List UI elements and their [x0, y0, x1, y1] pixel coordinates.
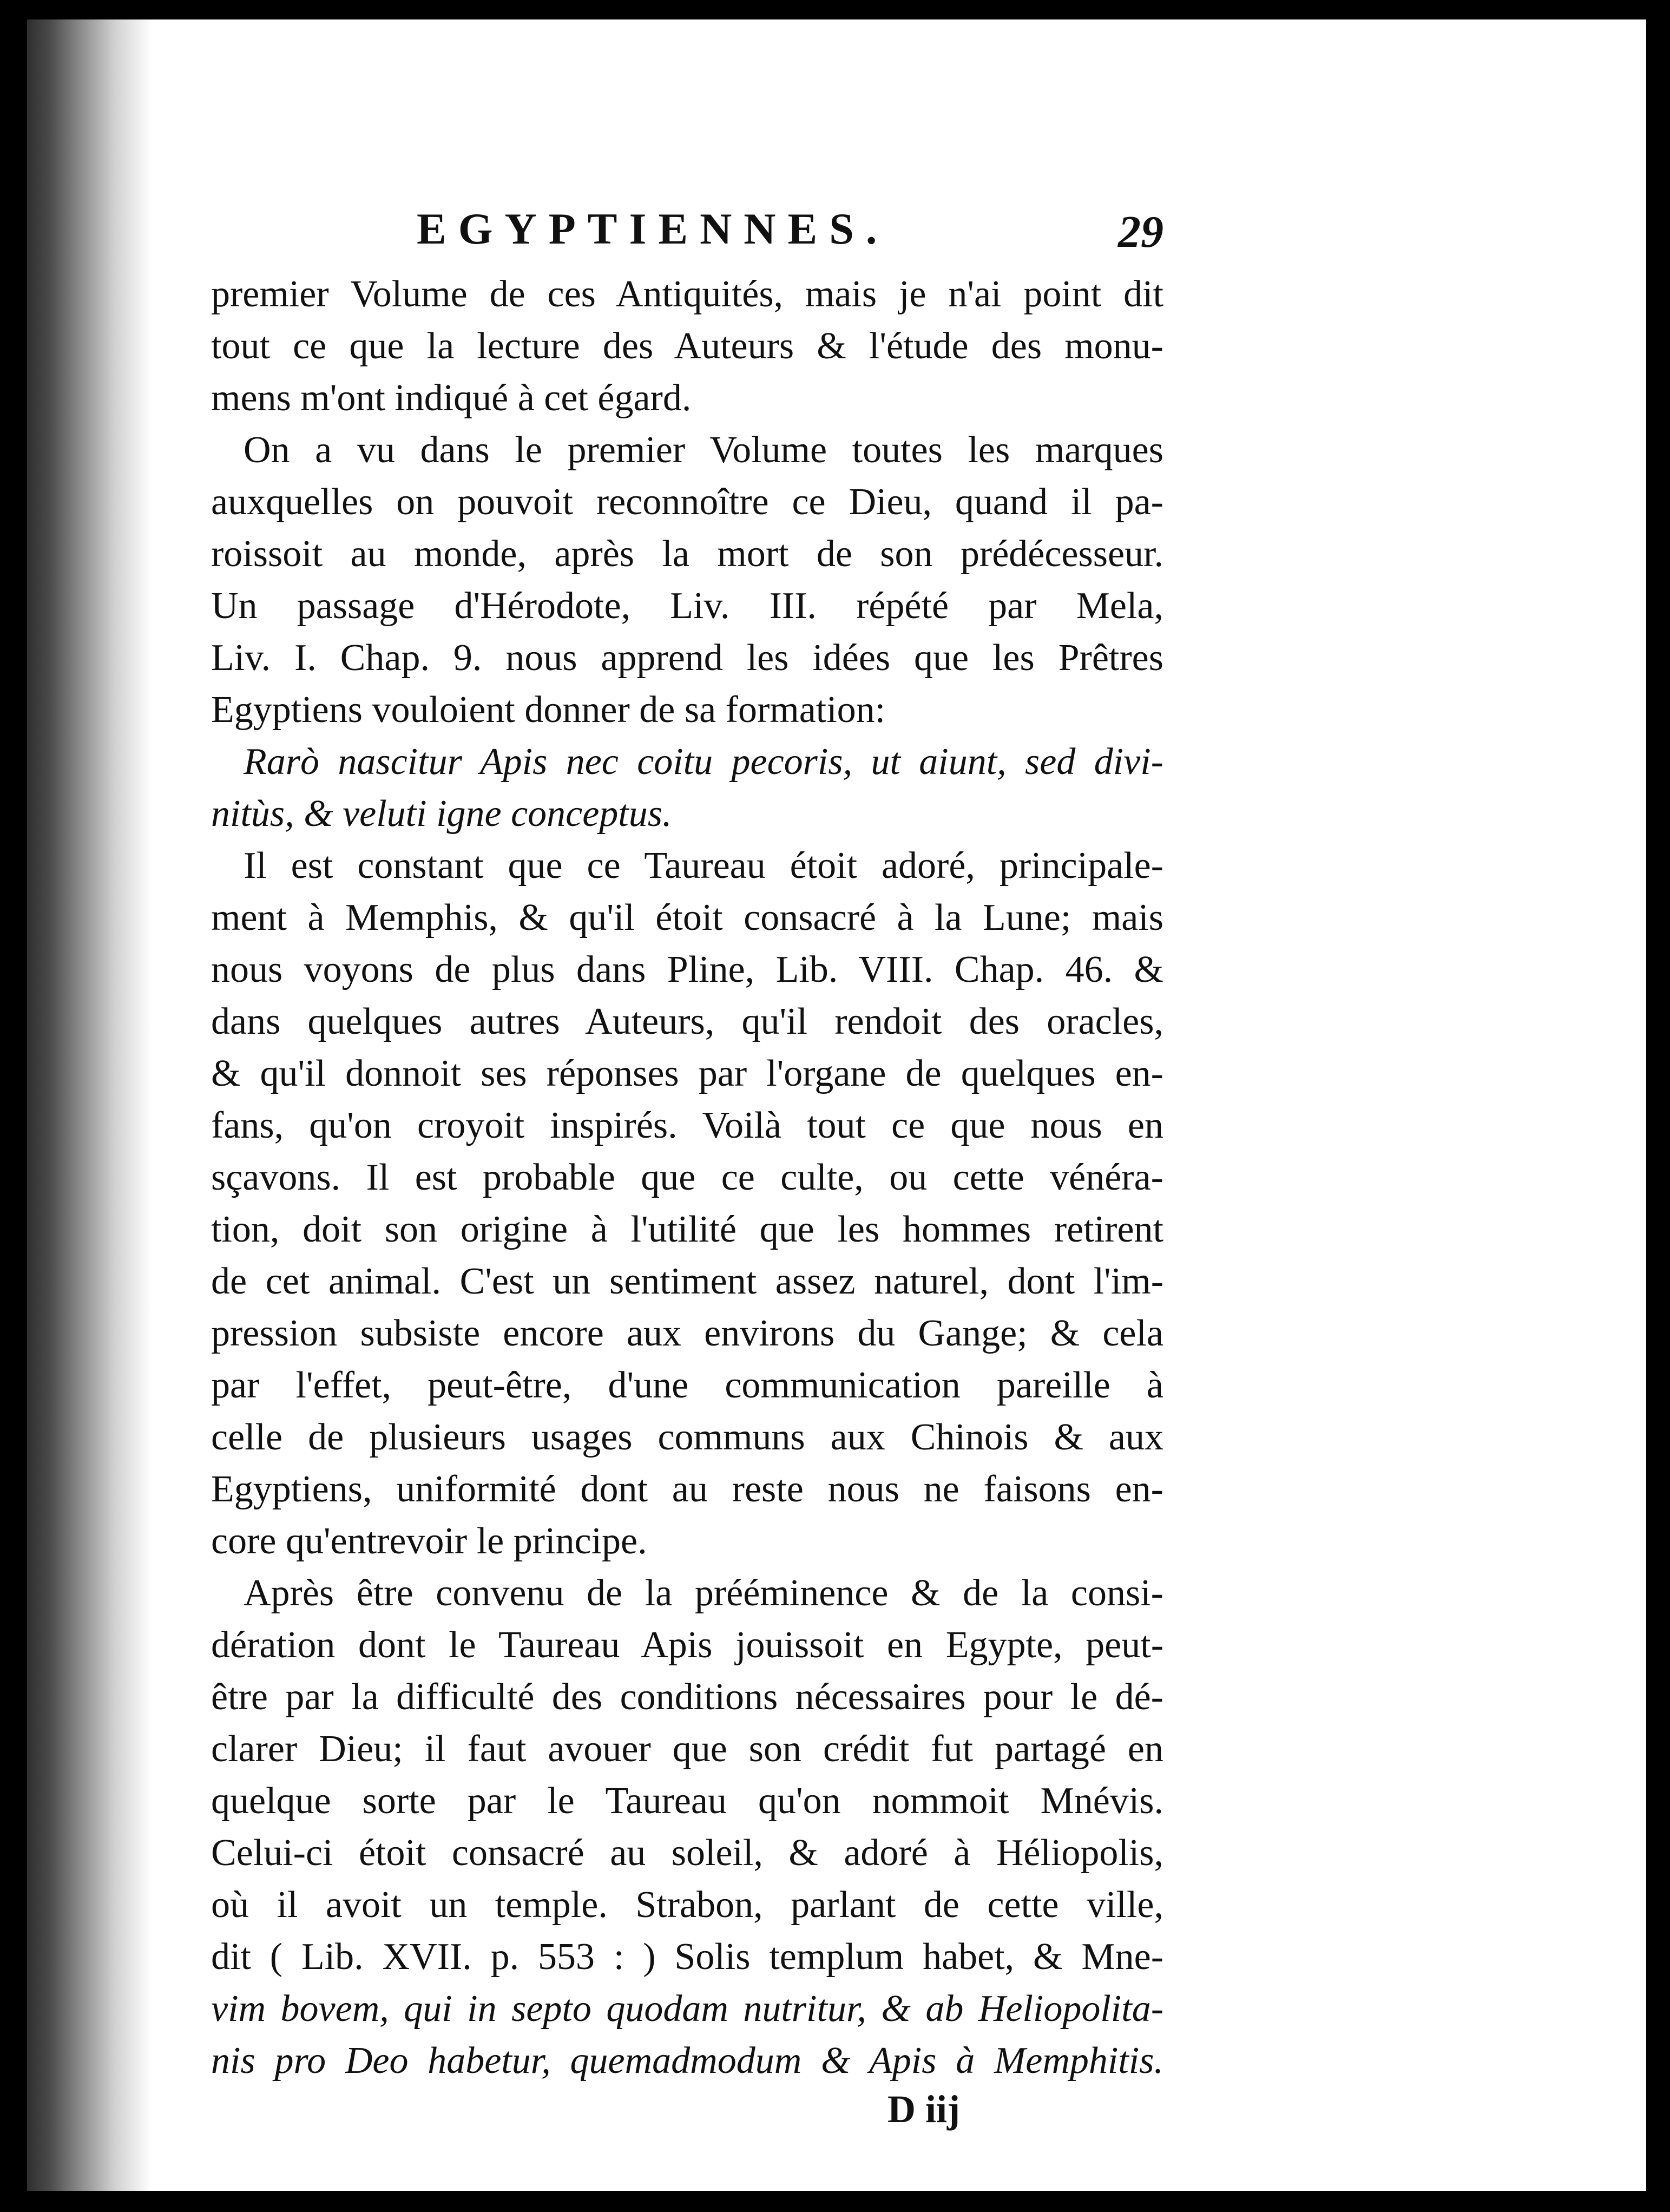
text-block	[211, 204, 1163, 2147]
binding-gutter-shadow	[27, 19, 152, 2191]
paragraph-first-line: On a vu dans le premier Volume toutes les marques	[244, 429, 1163, 471]
latin-quotation-line: nis pro Deo habetur, quemadmodum & Apis à Memphitis.	[211, 2040, 1163, 2082]
text-line: & qu'il donnoit ses réponses par l'organe de quelques en-	[211, 1053, 1163, 1094]
text-line: Egyptiens, uniformité dont au reste nous ne faisons en-	[211, 1468, 1163, 1510]
paragraph-first-line: Il est constant que ce Taureau étoit adoré, principale-	[244, 845, 1163, 887]
text-line: par l'effet, peut-être, d'une communication pareille à	[211, 1364, 1163, 1406]
text-line: fans, qu'on croyoit inspirés. Voilà tout ce que nous en	[211, 1105, 1163, 1146]
text-line: être par la difficulté des conditions nécessaires pour le dé-	[211, 1676, 1163, 1718]
running-head	[211, 204, 1163, 268]
text-line: tout ce que la lecture des Auteurs & l'étude des monu-	[211, 325, 1163, 367]
text-line: roissoit au monde, après la mort de son prédécesseur.	[211, 533, 1163, 575]
text-line: sçavons. Il est probable que ce culte, ou cette vénéra-	[211, 1157, 1163, 1198]
signature-row	[211, 2087, 1163, 2147]
text-line: auxquelles on pouvoit reconnoître ce Dieu, quand il pa-	[211, 481, 1163, 523]
text-line: premier Volume de ces Antiquités, mais je n'ai point dit	[211, 273, 1163, 315]
book-page	[27, 19, 1646, 2191]
text-line: mens m'ont indiqué à cet égard.	[211, 377, 692, 419]
latin-quotation-line: nitùs, & veluti igne conceptus.	[211, 793, 672, 835]
text-line: ment à Memphis, & qu'il étoit consacré à la Lune; mais	[211, 897, 1163, 938]
text-line: dération dont le Taureau Apis jouissoit en Egypte, peut-	[211, 1624, 1163, 1666]
page-number: 29	[1118, 207, 1163, 257]
text-line: quelque sorte par le Taureau qu'on nommoit Mnévis.	[211, 1780, 1163, 1822]
latin-quotation-line: vim bovem, qui in septo quodam nutritur, & ab Heliopolita-	[211, 1988, 1163, 2030]
text-line: dit ( Lib. XVII. p. 553 : ) Solis templum habet, & Mne-	[211, 1936, 1163, 1978]
paragraph-first-line: Après être convenu de la prééminence & de la consi-	[244, 1572, 1163, 1614]
text-line: celle de plusieurs usages communs aux Chinois & aux	[211, 1416, 1163, 1458]
text-line: nous voyons de plus dans Pline, Lib. VIII. Chap. 46. &	[211, 949, 1163, 990]
running-title: EGYPTIENNES.	[417, 204, 889, 253]
text-line: core qu'entrevoir le principe.	[211, 1520, 647, 1562]
signature-mark: D iij	[887, 2088, 960, 2131]
text-line: dans quelques autres Auteurs, qu'il rendoit des oracles,	[211, 1001, 1163, 1042]
text-line: Celui-ci étoit consacré au soleil, & adoré à Héliopolis,	[211, 1832, 1163, 1874]
text-line: pression subsiste encore aux environs du Gange; & cela	[211, 1312, 1163, 1354]
latin-quotation-line: Rarò nascitur Apis nec coitu pecoris, ut aiunt, sed divi-	[244, 741, 1163, 783]
text-line: Liv. I. Chap. 9. nous apprend les idées que les Prêtres	[211, 637, 1163, 679]
text-line: Un passage d'Hérodote, Liv. III. répété par Mela,	[211, 585, 1163, 627]
text-line: clarer Dieu; il faut avouer que son crédit fut partagé en	[211, 1728, 1163, 1770]
text-line: tion, doit son origine à l'utilité que les hommes retirent	[211, 1209, 1163, 1250]
text-line: Egyptiens vouloient donner de sa formation:	[211, 689, 886, 731]
text-line: où il avoit un temple. Strabon, parlant de cette ville,	[211, 1884, 1163, 1926]
text-line: de cet animal. C'est un sentiment assez naturel, dont l'im-	[211, 1261, 1163, 1302]
